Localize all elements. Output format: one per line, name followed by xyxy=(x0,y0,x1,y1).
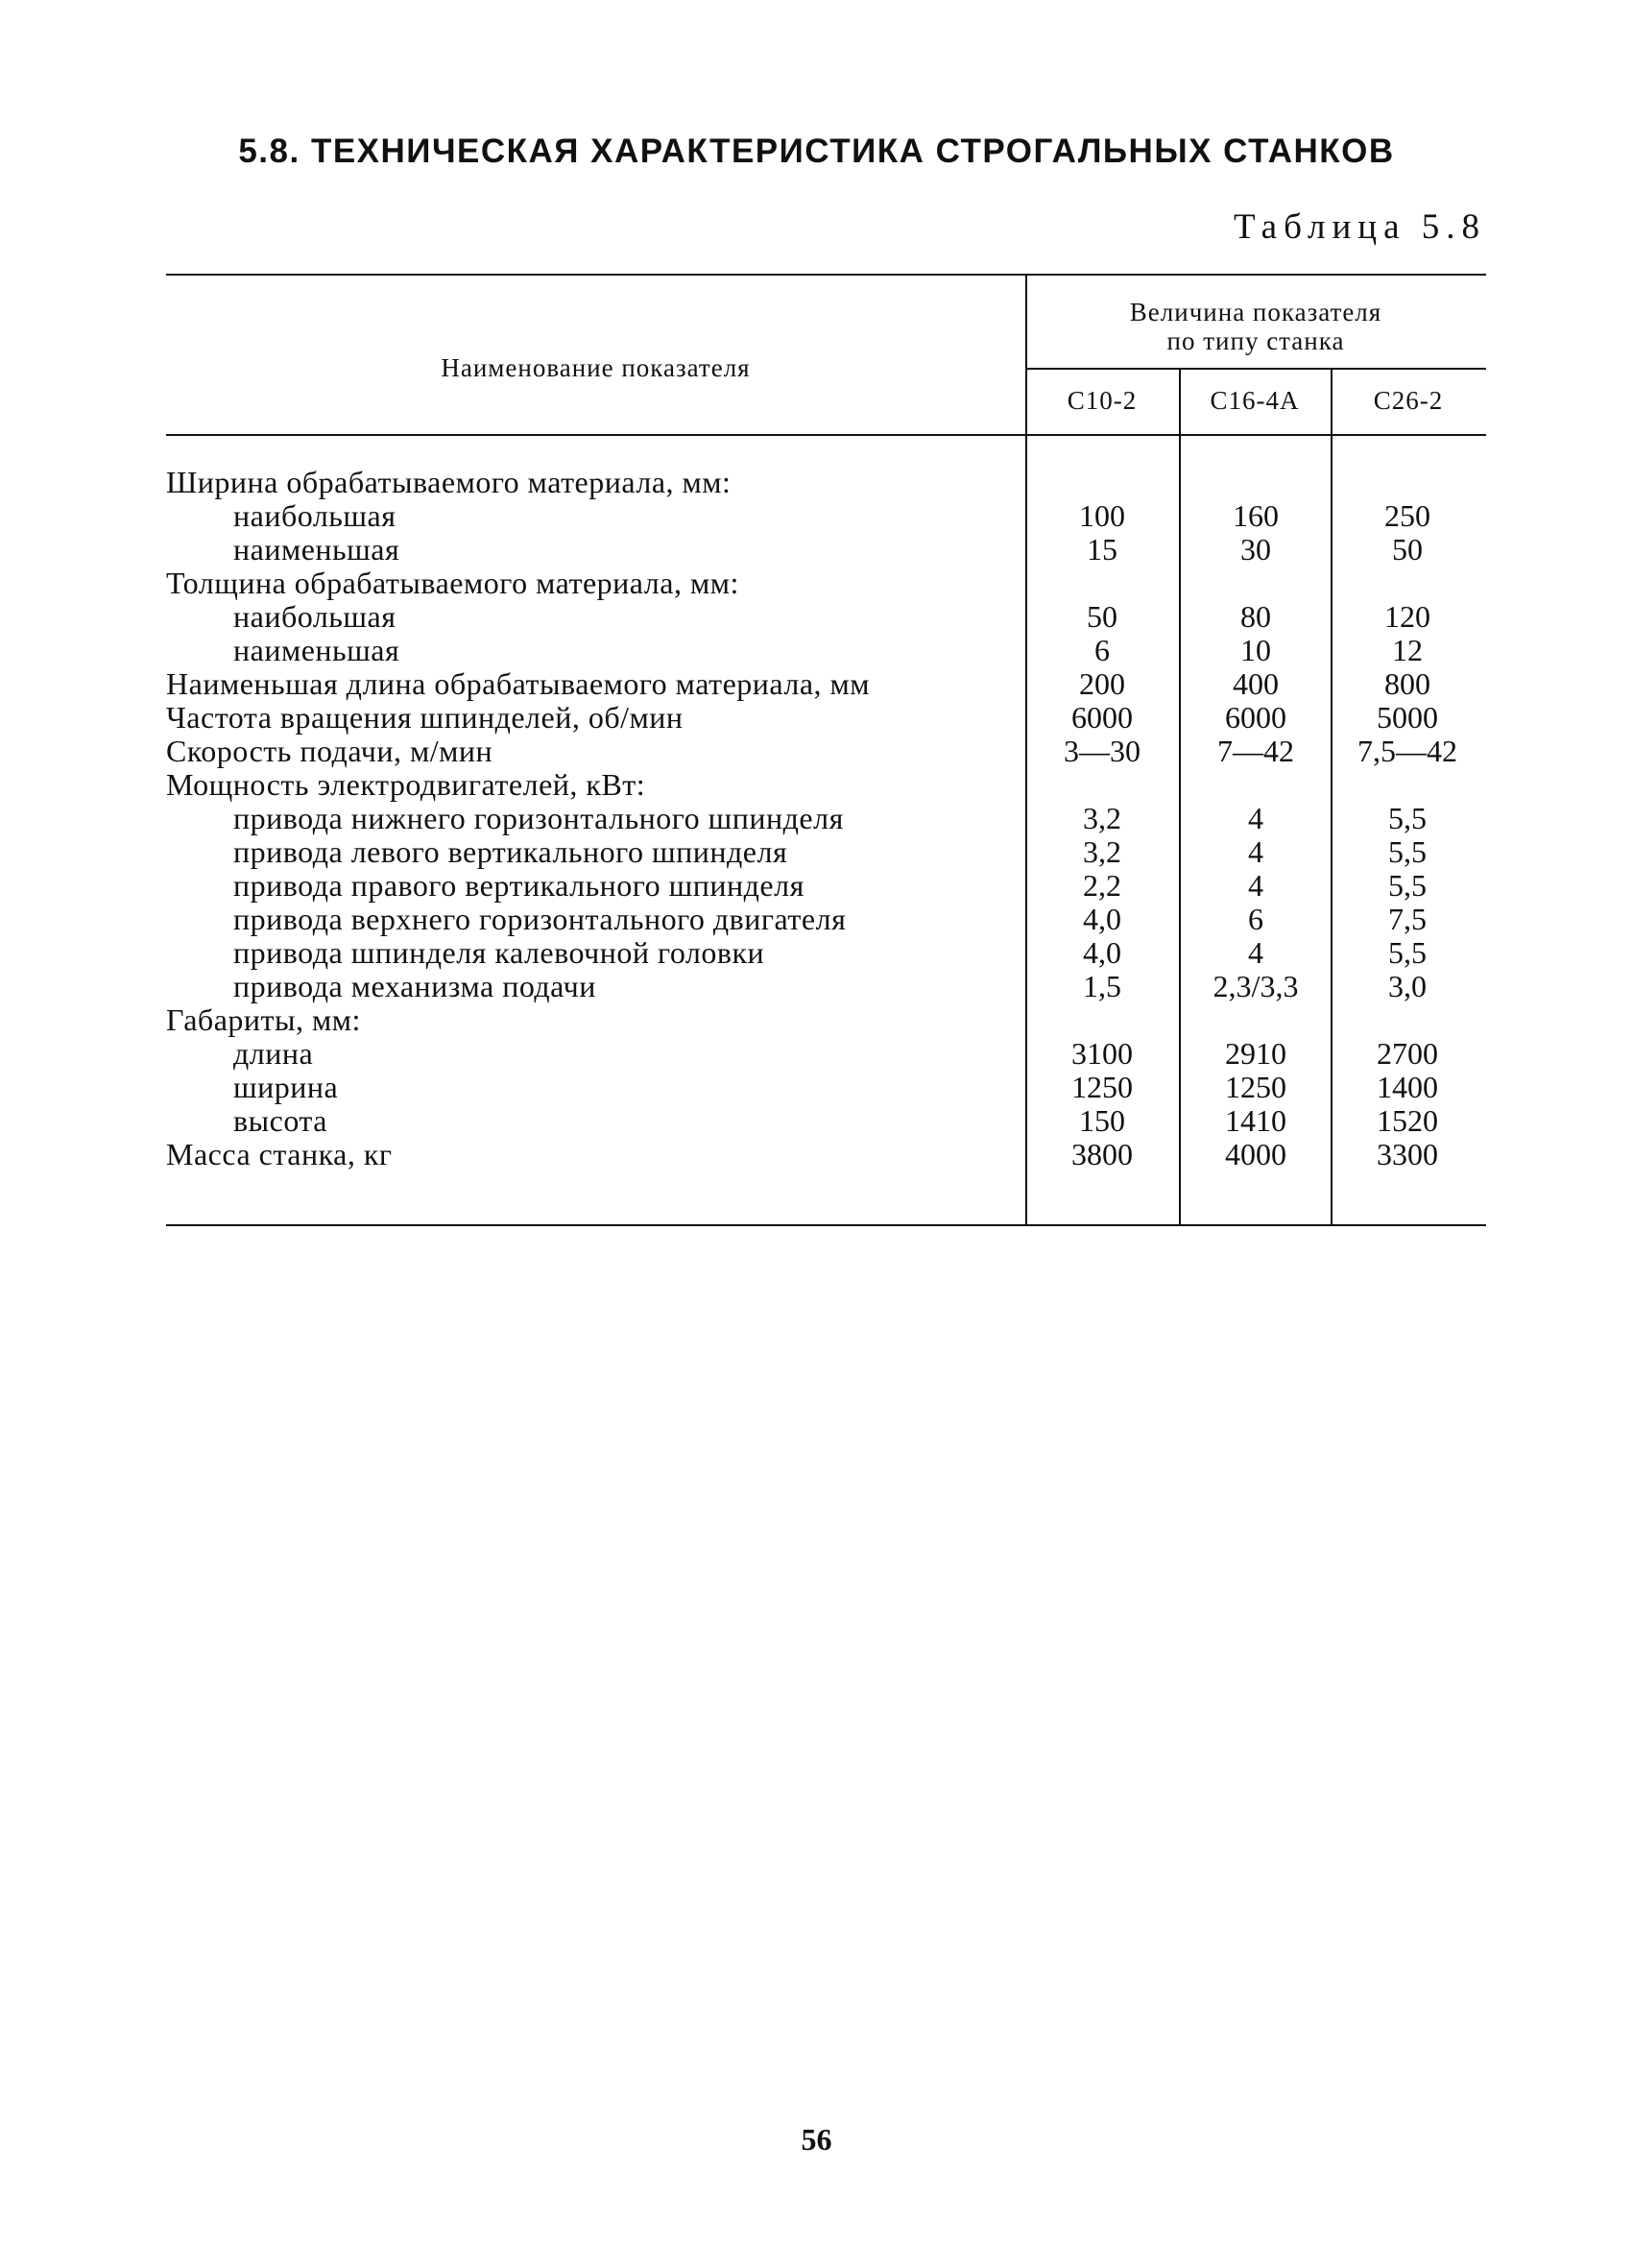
row-value: 400 xyxy=(1233,666,1279,701)
row-value: 2,2 xyxy=(1083,868,1121,903)
row-value: 6 xyxy=(1248,902,1263,936)
header-machine-c16-4a: С16-4А xyxy=(1210,386,1300,415)
header-name-column: Наименование показателя xyxy=(441,353,751,382)
row-value: 150 xyxy=(1079,1103,1125,1138)
row-value: 15 xyxy=(1087,532,1117,567)
row-value: 6 xyxy=(1094,633,1110,667)
row-value: 3—30 xyxy=(1064,734,1141,768)
row-value: 5,5 xyxy=(1388,868,1427,903)
row-value: 1400 xyxy=(1377,1070,1438,1104)
row-label: наибольшая xyxy=(233,498,396,533)
table-row xyxy=(166,701,1486,735)
row-value: 12 xyxy=(1392,633,1423,667)
row-label: Габариты, мм: xyxy=(166,1002,361,1037)
row-value: 4 xyxy=(1248,868,1263,903)
table-row xyxy=(166,735,1486,768)
table-row xyxy=(166,533,1486,567)
row-value: 5,5 xyxy=(1388,935,1427,970)
table-row xyxy=(166,835,1486,869)
row-value: 50 xyxy=(1087,599,1117,634)
row-value: 80 xyxy=(1240,599,1271,634)
table-row xyxy=(166,903,1486,936)
page-number: 56 xyxy=(801,2122,832,2157)
table-row xyxy=(166,499,1486,533)
row-value: 6000 xyxy=(1225,700,1286,735)
row-value: 4 xyxy=(1248,935,1263,970)
header-machine-c26-2: С26-2 xyxy=(1373,386,1444,415)
table-row xyxy=(166,768,1486,802)
row-label: наибольшая xyxy=(233,599,396,634)
header-bottom-rule xyxy=(166,434,1486,436)
table-caption: Таблица 5.8 xyxy=(1234,207,1486,247)
row-label: Толщина обрабатываемого материала, мм: xyxy=(166,566,739,600)
row-value: 100 xyxy=(1079,498,1125,533)
row-value: 1410 xyxy=(1225,1103,1286,1138)
table-row xyxy=(166,1003,1486,1037)
table-row xyxy=(166,600,1486,634)
row-label: Масса станка, кг xyxy=(166,1137,393,1171)
row-value: 4,0 xyxy=(1083,935,1121,970)
row-value: 4 xyxy=(1248,801,1263,835)
table-row xyxy=(166,1138,1486,1171)
table-row xyxy=(166,567,1486,600)
table-row xyxy=(166,802,1486,835)
row-value: 2910 xyxy=(1225,1036,1286,1071)
row-value: 200 xyxy=(1079,666,1125,701)
row-value: 3,0 xyxy=(1388,969,1427,1003)
header-group-line2: по типу станка xyxy=(1166,326,1345,355)
row-value: 4 xyxy=(1248,834,1263,869)
header-group-line1: Величина показателя xyxy=(1129,298,1382,326)
row-value: 5,5 xyxy=(1388,834,1427,869)
row-value: 5000 xyxy=(1377,700,1438,735)
table-row xyxy=(166,634,1486,667)
row-value: 2,3/3,3 xyxy=(1213,969,1299,1003)
row-value: 6000 xyxy=(1071,700,1133,735)
row-label: привода нижнего горизонтального шпинделя xyxy=(233,801,844,835)
table-row xyxy=(166,1071,1486,1104)
row-value: 2700 xyxy=(1377,1036,1438,1071)
row-value: 7,5—42 xyxy=(1357,734,1457,768)
row-label: длина xyxy=(233,1036,314,1071)
row-value: 10 xyxy=(1240,633,1271,667)
row-value: 3100 xyxy=(1071,1036,1133,1071)
row-label: Наименьшая длина обрабатываемого материала, мм xyxy=(166,666,871,701)
row-label: ширина xyxy=(233,1070,339,1104)
row-label: Скорость подачи, м/мин xyxy=(166,734,493,768)
row-value: 3,2 xyxy=(1083,834,1121,869)
row-value: 7,5 xyxy=(1388,902,1427,936)
row-label: Мощность электродвигателей, кВт: xyxy=(166,767,646,802)
row-value: 3800 xyxy=(1071,1137,1133,1171)
row-value: 250 xyxy=(1384,498,1430,533)
row-label: высота xyxy=(233,1103,327,1138)
row-value: 3,2 xyxy=(1083,801,1121,835)
row-value: 120 xyxy=(1384,599,1430,634)
table-row xyxy=(166,970,1486,1003)
table-row xyxy=(166,667,1486,701)
table-row xyxy=(166,466,1486,499)
table-row xyxy=(166,1104,1486,1138)
table-row xyxy=(166,936,1486,970)
table-row xyxy=(166,869,1486,903)
row-value: 1250 xyxy=(1071,1070,1133,1104)
row-label: привода левого вертикального шпинделя xyxy=(233,834,788,869)
row-label: привода механизма подачи xyxy=(233,969,596,1003)
row-label: Ширина обрабатываемого материала, мм: xyxy=(166,465,732,499)
row-value: 160 xyxy=(1233,498,1279,533)
row-value: 7—42 xyxy=(1217,734,1294,768)
row-value: 3300 xyxy=(1377,1137,1438,1171)
row-value: 1250 xyxy=(1225,1070,1286,1104)
row-value: 30 xyxy=(1240,532,1271,567)
table-row xyxy=(166,1037,1486,1071)
row-value: 4000 xyxy=(1225,1137,1286,1171)
row-value: 800 xyxy=(1384,666,1430,701)
row-value: 4,0 xyxy=(1083,902,1121,936)
row-value: 1,5 xyxy=(1083,969,1121,1003)
row-label: Частота вращения шпинделей, об/мин xyxy=(166,700,684,735)
section-title: 5.8. ТЕХНИЧЕСКАЯ ХАРАКТЕРИСТИКА СТРОГАЛЬНЫХ СТАНКОВ xyxy=(238,133,1395,170)
row-label: привода верхнего горизонтального двигателя xyxy=(233,902,847,936)
row-label: привода правого вертикального шпинделя xyxy=(233,868,804,903)
spec-table xyxy=(166,274,1486,1226)
table-bottom-rule xyxy=(166,1224,1486,1226)
row-label: наименьшая xyxy=(233,532,400,567)
row-label: наименьшая xyxy=(233,633,400,667)
row-value: 50 xyxy=(1392,532,1423,567)
table-top-rule xyxy=(166,274,1486,276)
row-value: 1520 xyxy=(1377,1103,1438,1138)
group-header-rule xyxy=(1025,368,1486,370)
row-value: 5,5 xyxy=(1388,801,1427,835)
header-machine-c10-2: С10-2 xyxy=(1067,386,1138,415)
row-label: привода шпинделя калевочной головки xyxy=(233,935,765,970)
